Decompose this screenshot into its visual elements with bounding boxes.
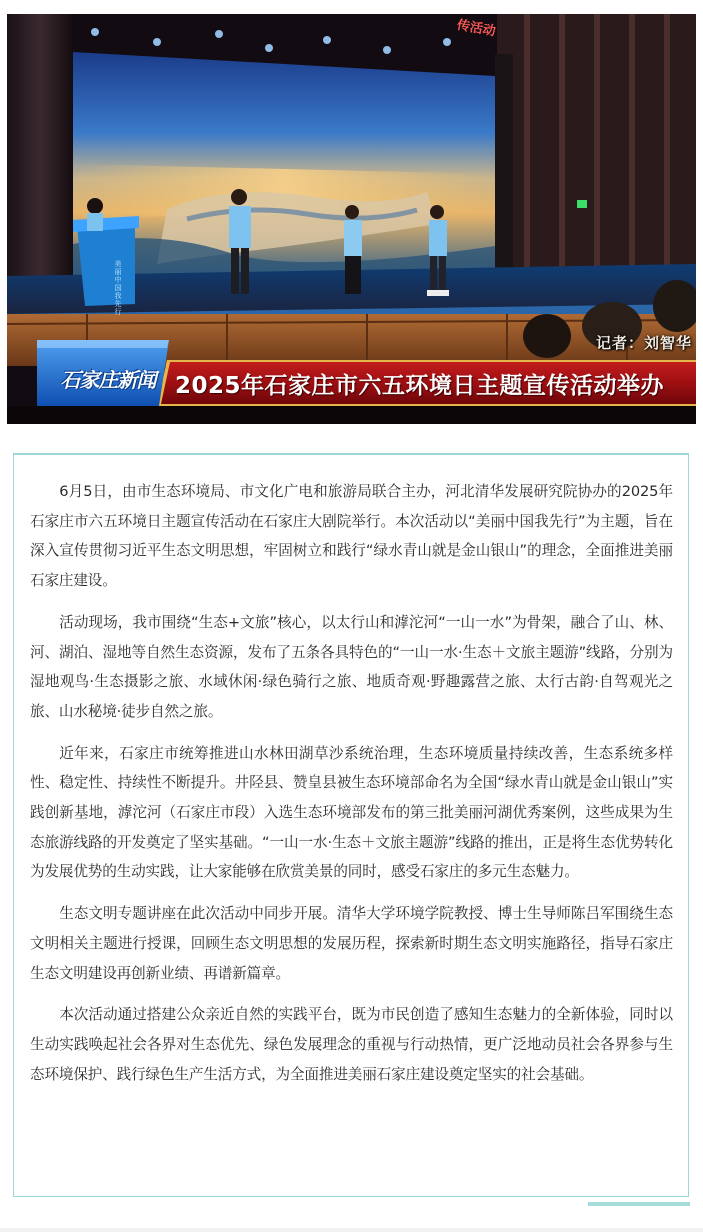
article-paragraph: 本次活动通过搭建公众亲近自然的实践平台，既为市民创造了感知生态魅力的全新体验，同时以生动实践唤起社会各界对生态优先、绿色发展理念的重视与行动热情，更广泛地动员社会各界参与生态环境保护、践行绿色生产生活方式，为全面推进美丽石家庄建设奠定坚实的社会基础。 bbox=[30, 1006, 673, 1083]
article-paragraph: 近年来，石家庄市统筹推进山水林田湖草沙系统治理，生态环境质量持续改善，生态系统多样性、稳定性、持续性不断提升。井陉县、赞皇县被生态环境部命名为全国“绿水青山就是金山银山”实践创新基地，滹沱河（石家庄市段）入选生态环境部发布的第三批美丽河湖优秀案例，这些成果为生态旅游线路的开发奠定了坚实基础。“一山一水·生态＋文旅主题游”线路的推出，正是将生态优势转化为发展优势的生动实践，让大家能够在欣赏美景的同时，感受石家庄的多元生态魅力。 bbox=[30, 744, 673, 881]
article-paragraph: 生态文明专题讲座在此次活动中同步开展。清华大学环境学院教授、博士生导师陈吕军围绕生态文明相关主题进行授课，回顾生态文明思想的发展历程，探索新时期生态文明实施路径，指导石家庄生态文明建设再创新业绩、再谱新篇章。 bbox=[30, 905, 673, 982]
program-logo: 石家庄新闻 bbox=[60, 368, 156, 392]
news-photo bbox=[7, 14, 696, 424]
podium-slogan: 美丽中国我先行 bbox=[114, 260, 122, 316]
article-paragraph: 6月5日，由市生态环境局、市文化广电和旅游局联合主办，河北清华发展研究院协办的2025年石家庄市六五环境日主题宣传活动在石家庄大剧院举行。本次活动以“美丽中国我先行”为主题，旨在深入宣传贯彻习近平生态文明思想，牢固树立和践行“绿水青山就是金山银山”的理念，全面推进美丽石家庄建设。 bbox=[30, 483, 673, 590]
reporter-credit: 记者：刘智华 bbox=[595, 334, 692, 352]
backdrop-sign-text: 传活动 bbox=[455, 17, 497, 40]
bottom-divider bbox=[0, 1228, 703, 1232]
accent-bar bbox=[588, 1202, 690, 1206]
article-paragraph: 活动现场，我市围绕“生态+文旅”核心，以太行山和滹沱河“一山一水”为骨架，融合了山、林、河、湖泊、湿地等自然生态资源，发布了五条各具特色的“一山一水·生态＋文旅主题游”线路，分别为湿地观鸟·生态摄影之旅、水域休闲·绿色骑行之旅、地质奇观·野趣露营之旅、太行古韵·自驾观光之旅、山水秘境·徒步自然之旅。 bbox=[30, 613, 673, 720]
article-body bbox=[14, 455, 688, 1089]
article-card bbox=[13, 453, 689, 1197]
news-banner-title: 2025年石家庄市六五环境日主题宣传活动举办 bbox=[175, 373, 665, 399]
